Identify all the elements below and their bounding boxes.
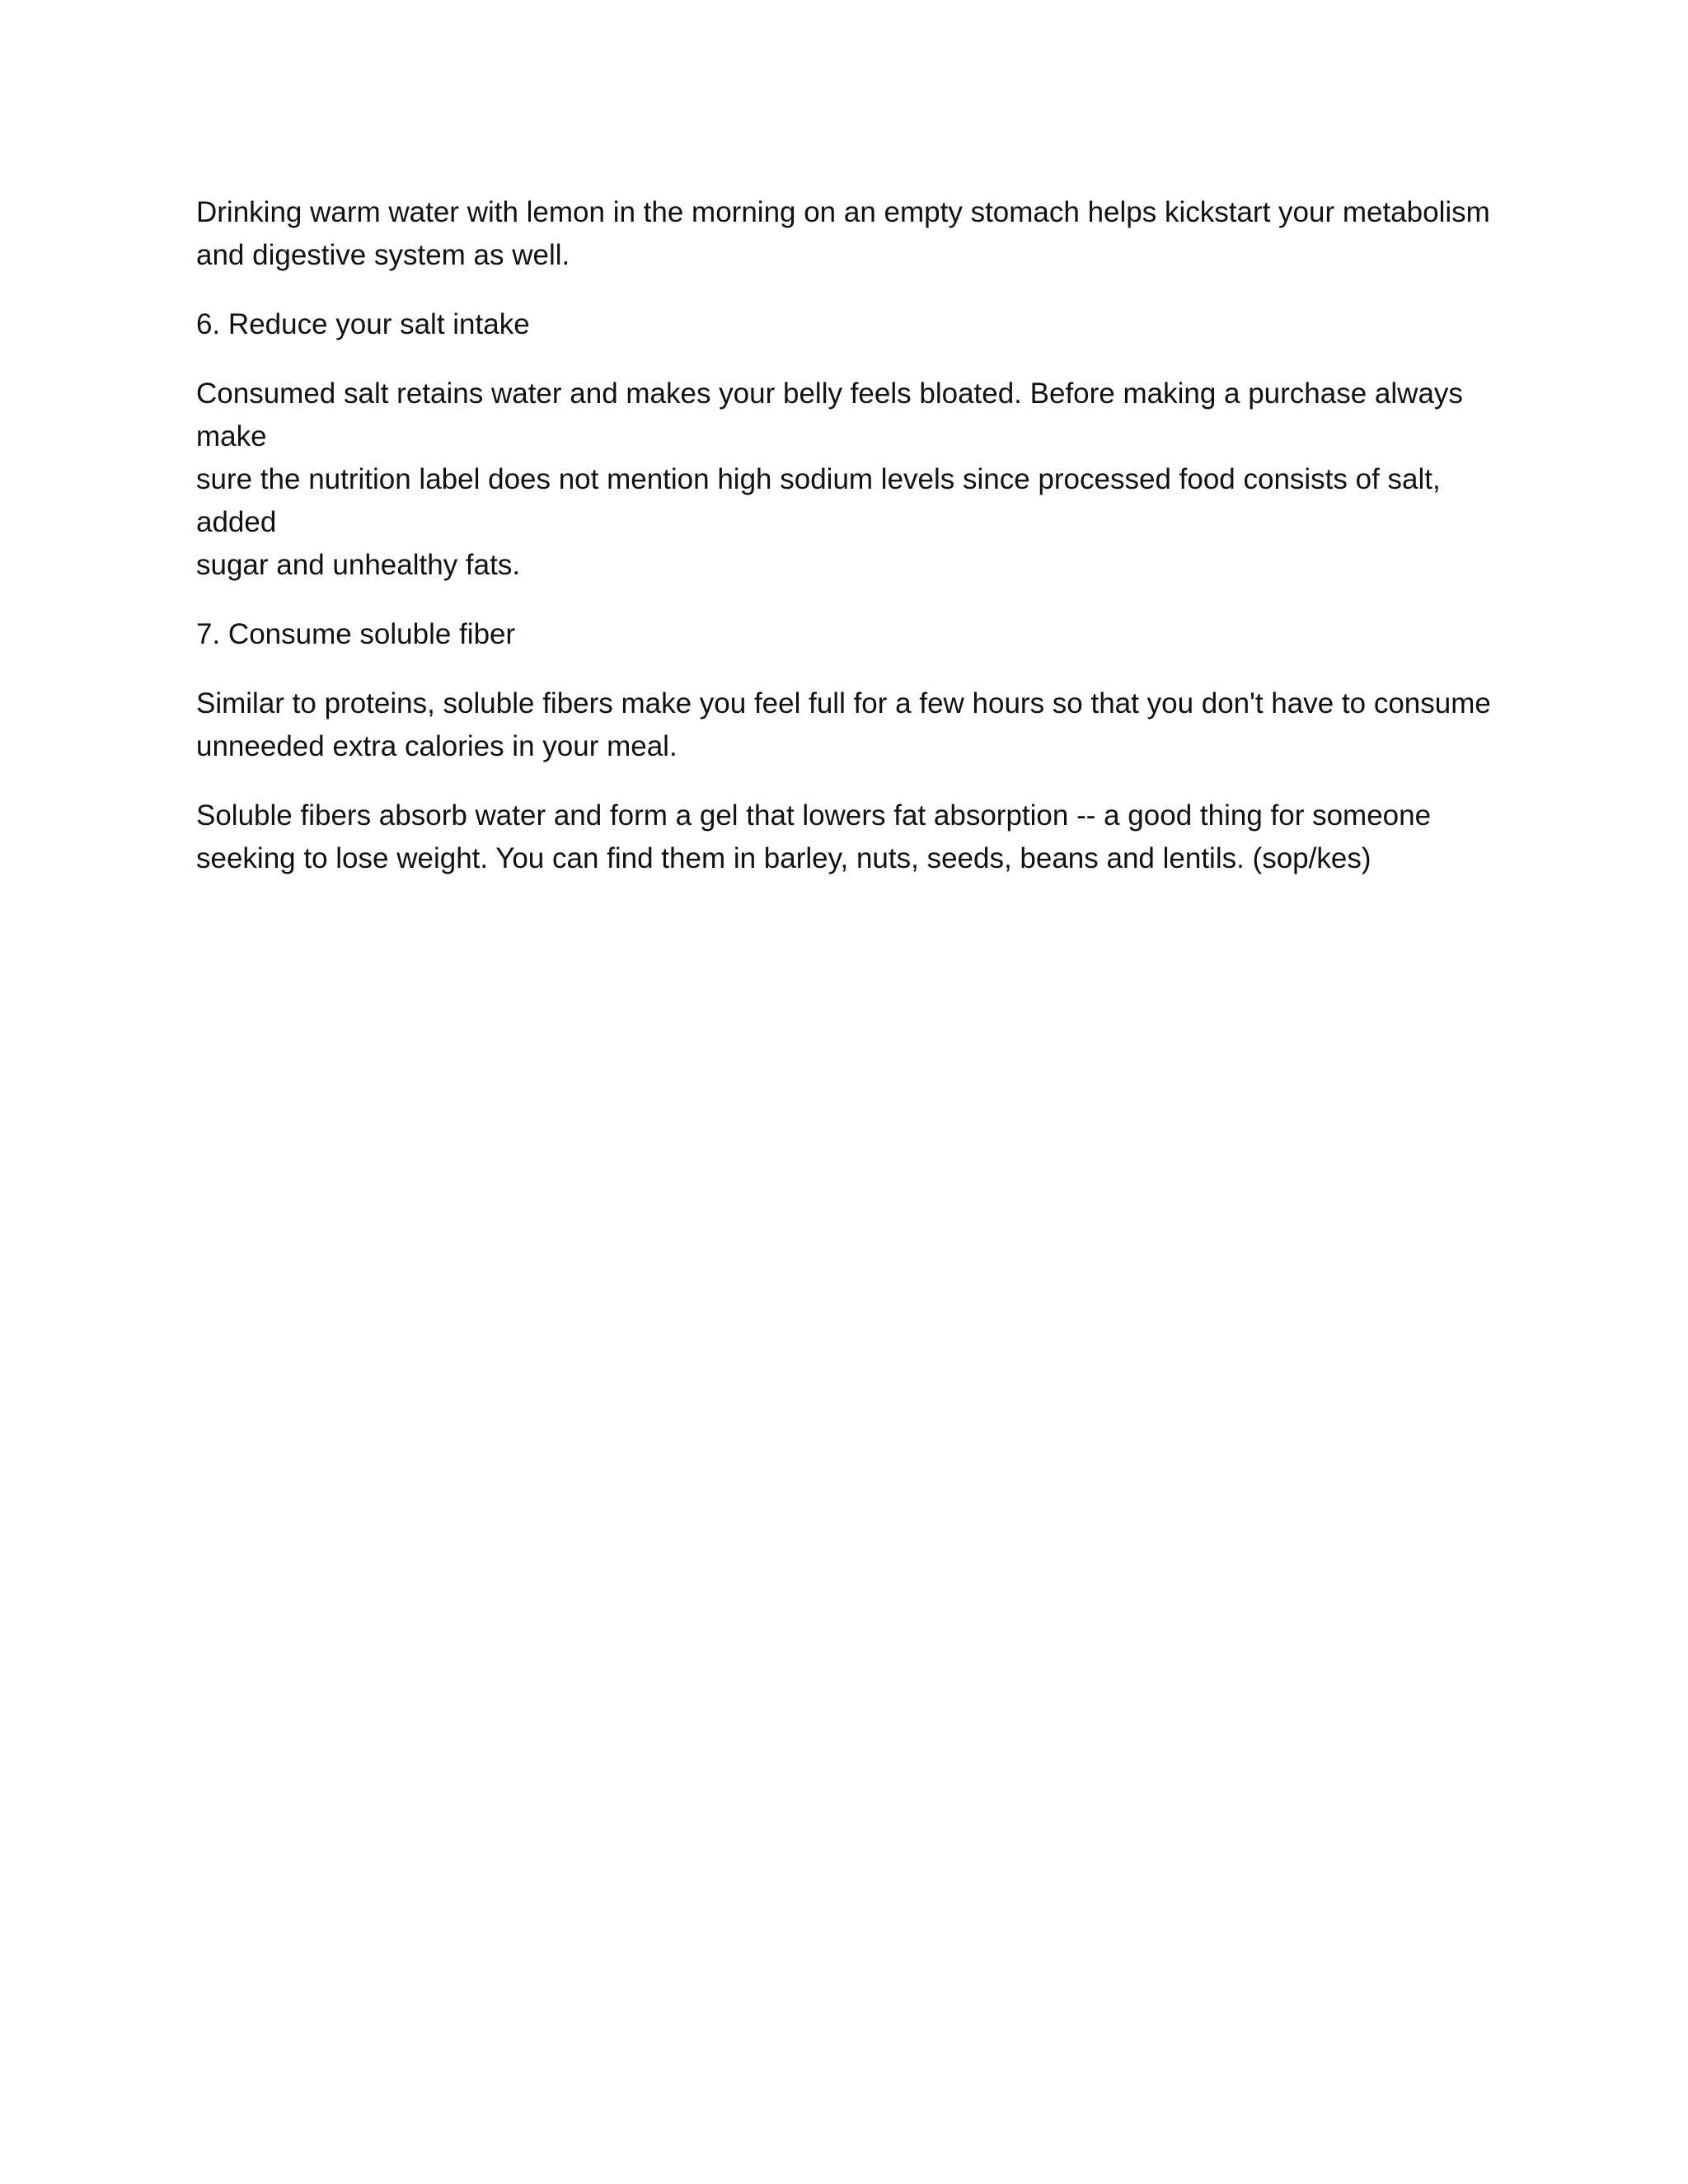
- document-body: [196, 191, 1498, 907]
- paragraph-lemon-water: Drinking warm water with lemon in the morning on an empty stomach helps kickstart your metabolism and digestive system as well.: [196, 196, 1490, 271]
- heading-reduce-salt: 6. Reduce your salt intake: [196, 308, 530, 340]
- heading-soluble-fiber: 7. Consume soluble fiber: [196, 618, 516, 650]
- paragraph-fiber-fullness: Similar to proteins, soluble fibers make you feel full for a few hours so that you don't have to consume unneeded extra calories in your meal.: [196, 687, 1491, 762]
- paragraph-salt: Consumed salt retains water and makes your belly feels bloated. Before making a purchase always make sure the nutrition label does not mention high sodium levels since processed food consists of salt, added sugar and unhealthy fats.: [196, 377, 1463, 581]
- paragraph-fiber-absorption: Soluble fibers absorb water and form a gel that lowers fat absorption -- a good thing for someone seeking to lose weight. You can find them in barley, nuts, seeds, beans and lentils. (sop/kes): [196, 799, 1432, 874]
